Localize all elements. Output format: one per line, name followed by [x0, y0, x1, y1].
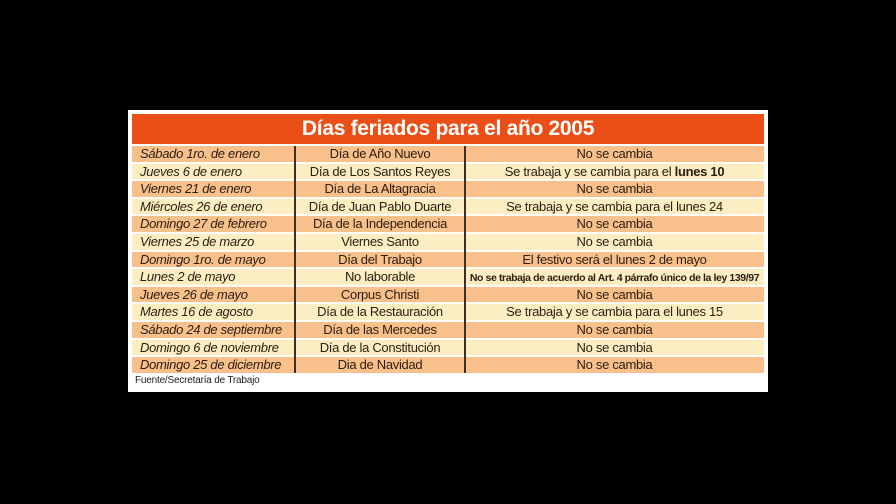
holiday-name: Día de la Constitución	[319, 339, 441, 355]
status-text: El festivo será el lunes 2 de mayo	[522, 251, 707, 267]
status-text: Se trabaja y se cambia para el lunes 15	[506, 304, 723, 320]
holiday-date: Sábado 1ro. de enero	[140, 146, 260, 161]
holiday-status	[465, 181, 764, 197]
status-text: No se trabaja de acuerdo al Art. 4 párrafo único de la ley 139/97	[469, 272, 760, 285]
holidays-table-body	[132, 146, 764, 373]
table-header-band	[132, 114, 764, 144]
holiday-status	[465, 340, 764, 356]
table-row	[132, 304, 764, 320]
table-row	[132, 234, 764, 250]
holiday-name: Día de la Restauración	[317, 304, 443, 320]
holiday-status	[465, 357, 764, 373]
table-row	[132, 181, 764, 197]
table-row	[132, 357, 764, 373]
status-text: No se cambia	[576, 339, 653, 355]
holiday-status	[465, 199, 764, 215]
holiday-name: Día de las Mercedes	[323, 321, 437, 337]
holiday-status	[465, 216, 764, 232]
table-row	[132, 199, 764, 215]
status-bold-text: lunes 10	[674, 163, 725, 179]
holiday-name: Dia de Navidad	[337, 357, 423, 373]
status-text: No se cambia	[576, 181, 653, 197]
holiday-date: Jueves 6 de enero	[140, 163, 242, 179]
table-row	[132, 269, 764, 285]
status-text: Se trabaja y se cambia para el lunes 24	[506, 198, 723, 214]
holiday-status	[465, 164, 764, 180]
column-divider	[294, 146, 296, 373]
holiday-date: Viernes 21 de enero	[140, 181, 252, 197]
holiday-status	[465, 304, 764, 320]
holiday-status	[465, 234, 764, 250]
holiday-name: Día de La Altagracia	[324, 181, 436, 197]
status-text: No se cambia	[576, 357, 653, 373]
holiday-name: Corpus Christi	[340, 286, 420, 302]
holiday-date: Lunes 2 de mayo	[140, 269, 236, 285]
holiday-name: Viernes Santo	[341, 233, 419, 249]
holiday-name: No laborable	[344, 269, 416, 285]
page-title: Días feriados para el año 2005	[301, 117, 595, 140]
holiday-date: Domingo 6 de noviembre	[140, 339, 279, 355]
status-text: No se cambia	[576, 216, 653, 232]
holiday-status	[465, 252, 764, 268]
holiday-status	[465, 146, 764, 162]
table-row	[132, 322, 764, 338]
holiday-date: Viernes 25 de marzo	[140, 233, 255, 249]
status-text: Se trabaja y se cambia para el	[504, 163, 675, 179]
holiday-name: Día de Año Nuevo	[329, 146, 431, 161]
holiday-status	[465, 322, 764, 338]
holiday-name: Día de Los Santos Reyes	[309, 163, 451, 179]
holiday-date: Domingo 1ro. de mayo	[140, 251, 266, 267]
table-row	[132, 252, 764, 268]
holiday-date: Sábado 24 de septiembre	[140, 321, 282, 337]
holiday-name: Día de la Independencia	[312, 216, 448, 232]
holiday-status	[465, 287, 764, 303]
status-text: No se cambia	[576, 321, 653, 337]
holiday-date: Jueves 26 de mayo	[140, 286, 248, 302]
source-note: Fuente/Secretaría de Trabajo	[135, 374, 260, 386]
table-row	[132, 340, 764, 356]
holiday-name: Día de Juan Pablo Duarte	[308, 198, 452, 214]
status-text: No se cambia	[576, 146, 653, 161]
status-text: No se cambia	[576, 286, 653, 302]
table-row	[132, 146, 764, 162]
table-row	[132, 216, 764, 232]
table-row	[132, 287, 764, 303]
column-divider	[464, 146, 466, 373]
status-text: No se cambia	[576, 233, 653, 249]
holiday-name: Día del Trabajo	[338, 251, 422, 267]
holiday-status	[465, 269, 764, 285]
holiday-date: Domingo 25 de diciembre	[140, 357, 282, 373]
holiday-date: Domingo 27 de febrero	[140, 216, 267, 232]
holidays-table-card	[128, 110, 768, 392]
table-row	[132, 164, 764, 180]
holiday-date: Martes 16 de agosto	[140, 304, 253, 320]
holiday-date: Miércoles 26 de enero	[140, 198, 263, 214]
